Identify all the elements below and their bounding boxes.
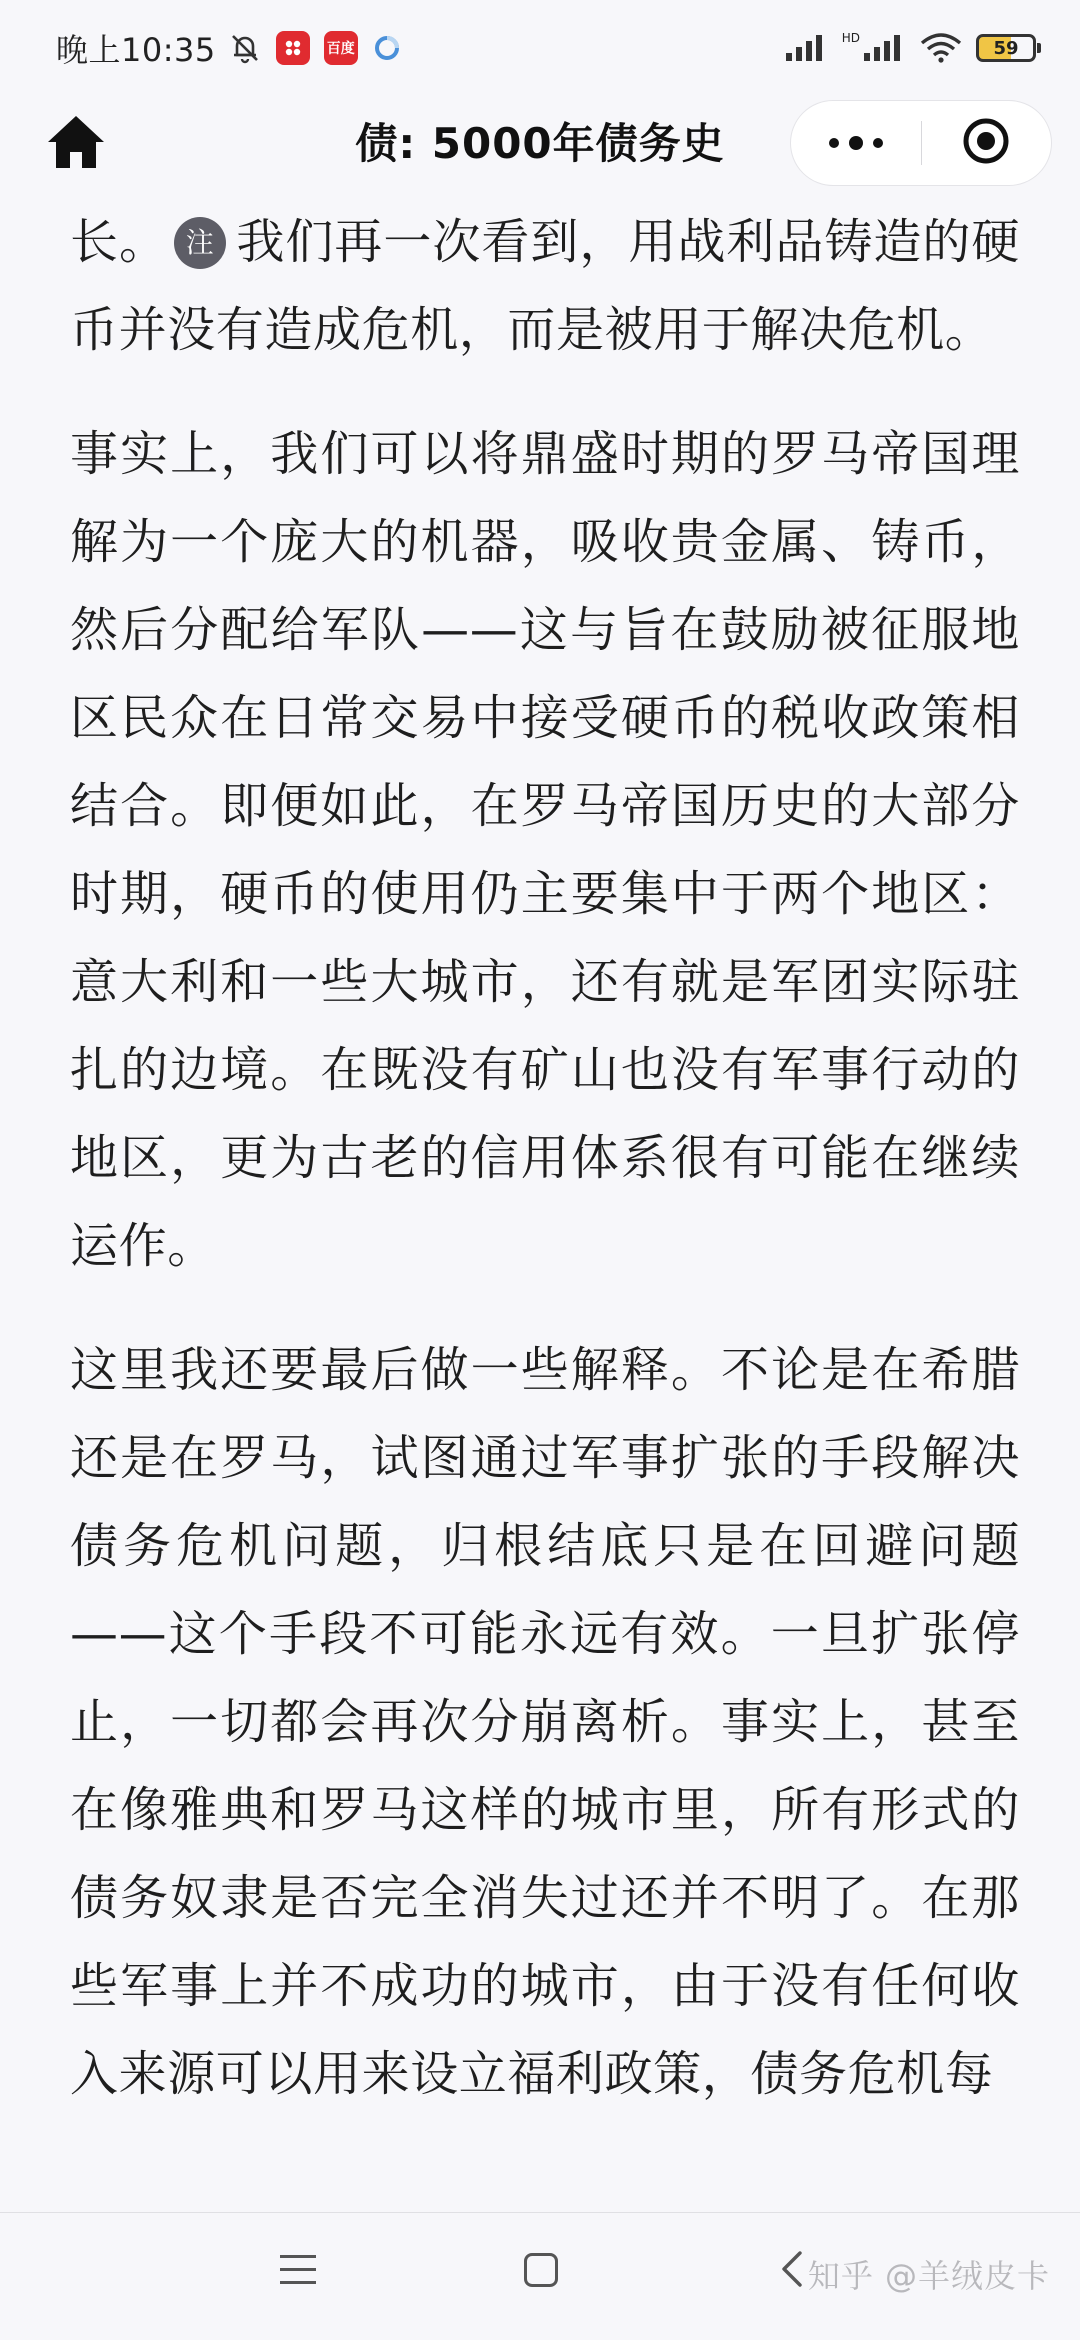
nav-bar [0, 96, 1080, 192]
system-nav-bar [0, 2212, 1080, 2340]
home-square-icon[interactable] [524, 2253, 558, 2287]
wifi-icon [920, 33, 962, 63]
mini-program-capsule [790, 100, 1052, 186]
paragraph-1 [70, 198, 1020, 374]
paragraph-1-start: 长。 [70, 214, 168, 270]
bell-off-icon [228, 31, 262, 65]
hd-label: HD [841, 31, 860, 45]
article-content [70, 198, 1020, 2154]
status-bar [0, 0, 1080, 96]
status-time: 晚上10:35 [56, 31, 216, 69]
close-button[interactable] [922, 100, 1052, 186]
status-system-icons [784, 33, 1036, 63]
footnote-icon[interactable]: 注 [174, 217, 226, 269]
signal-hd-icon [862, 33, 906, 63]
battery-icon [976, 34, 1036, 62]
back-chevron-icon[interactable] [776, 2249, 808, 2289]
battery-level: 59 [993, 37, 1019, 59]
app-badge-icon [276, 31, 310, 65]
baidu-app-icon: 百度 [324, 31, 358, 65]
paragraph-3: 这里我还要最后做一些解释。不论是在希腊还是在罗马，试图通过军事扩张的手段解决债务危机问题，归根结底只是在回避问题——这个手段不可能永远有效。一旦扩张停止，一切都会再次分崩离析。事实上，甚至在像雅典和罗马这样的城市里，所有形式的债务奴隶是否完全消失过还并不明了。在那些军事上并不成功的城市，由于没有任何收入来源可以用来设立福利政策，债务危机每 [70, 1342, 1020, 2102]
watermark: 知乎 @羊绒皮卡 [807, 2257, 1050, 2295]
page-title: 债: 5000年债务史 [355, 119, 725, 168]
paragraph-2: 事实上，我们可以将鼎盛时期的罗马帝国理解为一个庞大的机器，吸收贵金属、铸币，然后分配给军队——这与旨在鼓励被征服地区民众在日常交易中接受硬币的税收政策相结合。即便如此，在罗马帝国历史的大部分时期，硬币的使用仍主要集中于两个地区：意大利和一些大城市，还有就是军团实际驻扎的边境。在既没有矿山也没有军事行动的地区，更为古老的信用体系很有可能在继续运作。 [70, 426, 1020, 1274]
ring-app-icon [372, 33, 402, 63]
more-dots-icon [829, 138, 839, 148]
menu-icon[interactable] [280, 2255, 316, 2285]
signal-icon [784, 33, 828, 63]
status-notification-icons [228, 31, 402, 65]
more-button[interactable] [791, 100, 921, 186]
target-close-icon [961, 116, 1011, 170]
more-dot-center [849, 136, 863, 150]
more-dot-right [873, 138, 883, 148]
paragraph-1-rest: 我们再一次看到，用战利品铸造的硬币并没有造成危机，而是被用于解决危机。 [70, 214, 1020, 358]
